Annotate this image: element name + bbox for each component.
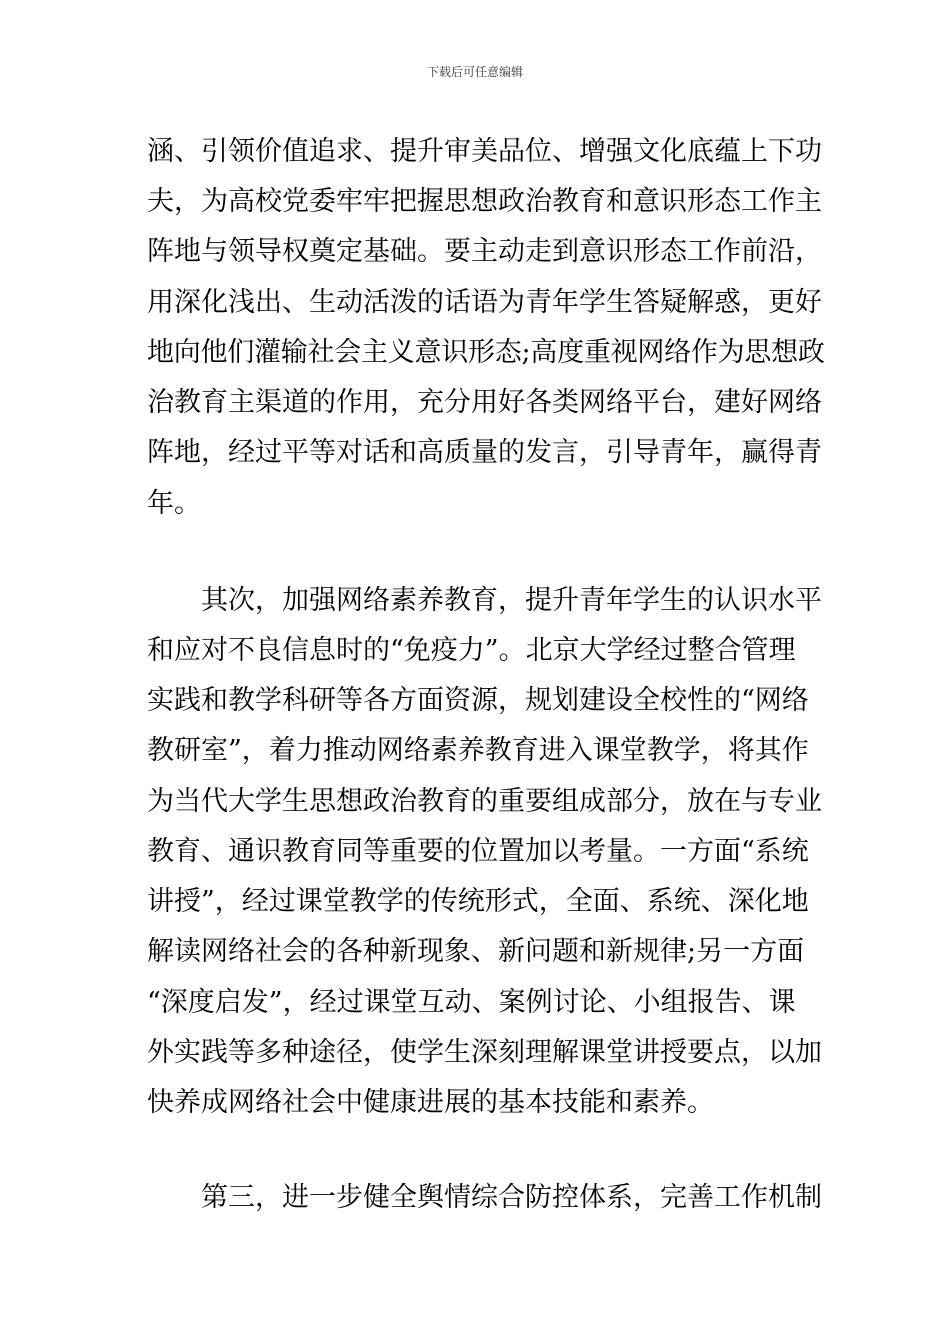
text-line: 涵、引领价值追求、提升审美品位、增强文化底蕴上下功 [147,136,822,167]
text-line: 阵地与领导权奠定基础。要主动走到意识形态工作前沿， [147,236,822,267]
text-line: 年。 [147,488,201,519]
text-line: 治教育主渠道的作用，充分用好各类网络平台，建好网络 [147,387,822,418]
text-line: 夫，为高校党委牢牢把握思想政治教育和意识形态工作主 [147,186,822,217]
text-line: 解读网络社会的各种新现象、新问题和新规律;另一方面 [147,936,805,967]
text-line: 用深化浅出、生动活泼的话语为青年学生答疑解惑，更好 [147,287,822,318]
text-line: 外实践等多种途径，使学生深刻理解课堂讲授要点，以加 [147,1037,822,1068]
page-header-note: 下载后可任意编辑 [426,65,523,79]
text-line: “深度启发”，经过课堂互动、案例讨论、小组报告、课 [147,987,796,1018]
text-line: 教研室”，着力推动网络素养教育进入课堂教学，将其作 [147,735,809,766]
text-line: 快养成网络社会中健康进展的基本技能和素养。 [147,1087,714,1118]
text-line: 阵地，经过平等对话和高质量的发言，引导青年，赢得青 [147,437,822,468]
text-line: 教育、通识教育同等重要的位置加以考量。一方面“系统 [147,836,809,867]
text-line: 和应对不良信息时的“免疫力”。北京大学经过整合管理 [147,635,796,666]
text-line: 地向他们灌输社会主义意识形态;高度重视网络作为思想政 [147,337,825,368]
text-line: 为当代大学生思想政治教育的重要组成部分，放在与专业 [147,786,822,817]
text-line: 实践和教学科研等各方面资源，规划建设全校性的“网络 [147,685,809,716]
text-line: 第三，进一步健全舆情综合防控体系，完善工作机制 [201,1182,822,1213]
text-line: 讲授”，经过课堂教学的传统形式，全面、系统、深化地 [147,886,809,917]
text-line: 其次，加强网络素养教育，提升青年学生的认识水平 [201,585,822,616]
